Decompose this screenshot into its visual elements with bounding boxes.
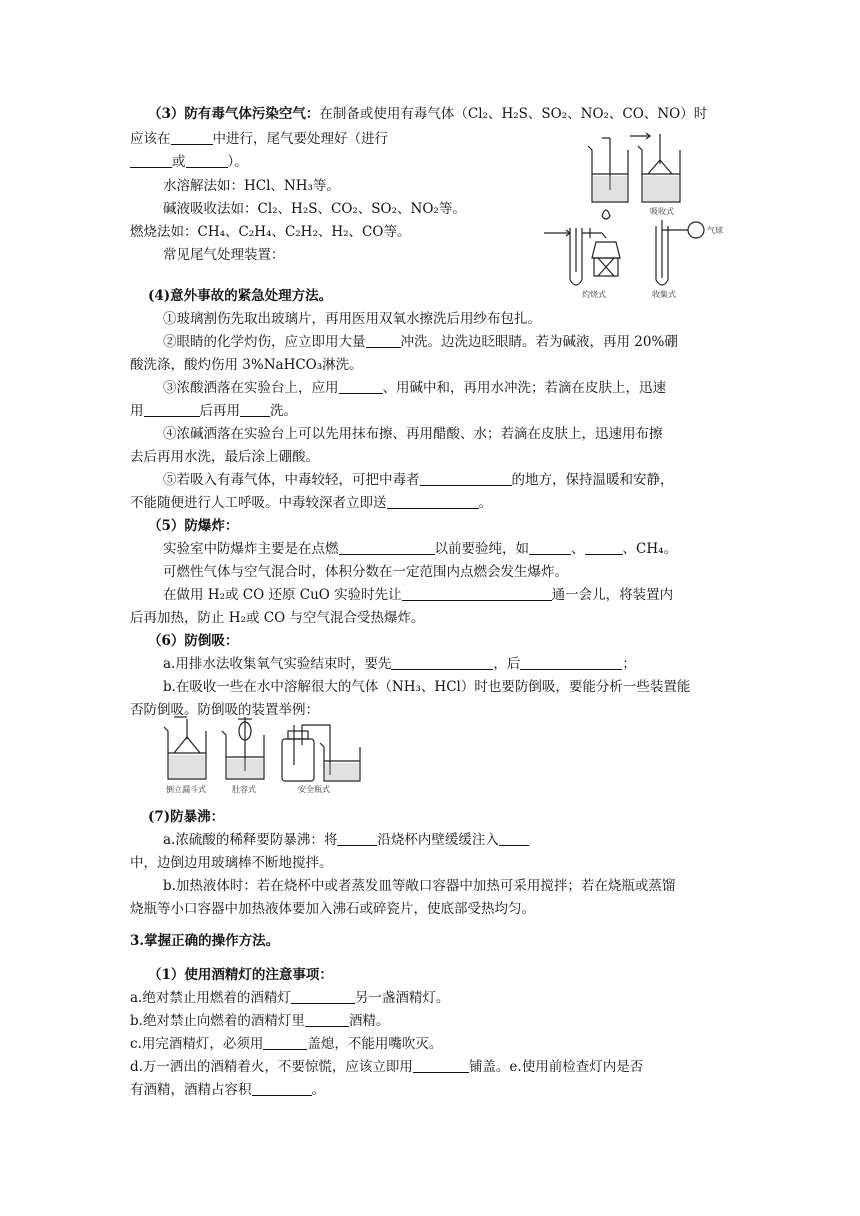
blank xyxy=(130,153,172,168)
s4-p2-line1: ②眼睛的化学灼伤，应立即用大量 冲洗。边洗边眨眼睛。若为碱液，再用 20%硼 xyxy=(163,334,678,350)
s6-pb-line1: b.在吸收一些在水中溶解很大的气体（NH₃、HCl）时也要防倒吸，要能分析一些装置能 xyxy=(163,679,691,695)
blank xyxy=(520,655,622,670)
caption-balloon: 气球 xyxy=(707,226,723,235)
blank xyxy=(305,1012,349,1027)
blank xyxy=(391,655,493,670)
lamp-rule-b: b.绝对禁止向燃着的酒精灯里 酒精。 xyxy=(130,1013,390,1029)
blank xyxy=(366,333,401,348)
burn-method: 燃烧法如：CH₄、C₂H₄、C₂H₂、H₂、CO等。 xyxy=(130,224,411,240)
s6-pa: a.用排水法收集氧气实验结束时，要先 ，后 ； xyxy=(163,656,636,672)
blank xyxy=(337,831,377,846)
blank xyxy=(387,494,479,509)
common-devices-label: 常见尾气处理装置： xyxy=(163,247,285,263)
blank xyxy=(144,402,200,417)
section-3-line-2: 应该在 中进行，尾气要处理好（进行 xyxy=(130,131,388,147)
s7-pa-line1: a.浓硫酸的稀释要防暴沸：将 沿烧杯内壁缓缓注入 xyxy=(163,830,529,850)
section-7-title: (7)防暴沸： xyxy=(148,809,225,825)
lamp-rule-a: a.绝对禁止用燃着的酒精灯 另一盏酒精灯。 xyxy=(130,990,450,1006)
blank xyxy=(420,471,512,486)
caption-safety-bottle: 安全瓶式 xyxy=(298,785,330,794)
water-method: 水溶解法如：HCl、NH₃等。 xyxy=(163,178,340,194)
blank xyxy=(529,540,571,555)
lamp-rule-e: 有酒精，酒精占容积 。 xyxy=(130,1082,325,1098)
section-operation-title: 3.掌握正确的操作方法。 xyxy=(130,933,280,949)
section-3-title: （3）防有毒气体污染空气： xyxy=(148,106,320,122)
s7-pb-line1: b.加热液体时：若在烧杯中或者蒸发皿等敞口容器中加热可采用搅拌；若在烧瓶或蒸馏 xyxy=(163,878,676,894)
lamp-rule-c: c.用完酒精灯，必须用 盖熄，不能用嘴吹灭。 xyxy=(130,1036,443,1052)
caption-burn: 灼烧式 xyxy=(582,290,606,299)
caption-bulb: 肚容式 xyxy=(232,785,256,794)
s7-pa-line2: 中，边倒边用玻璃棒不断地搅拌。 xyxy=(130,855,333,871)
blank xyxy=(499,831,529,846)
blank xyxy=(402,586,552,601)
blank xyxy=(263,1035,307,1050)
blank xyxy=(252,1081,312,1096)
caption-inverted-funnel: 倒立漏斗式 xyxy=(166,785,206,794)
s5-p2: 可燃性气体与空气混合时，体积分数在一定范围内点燃会发生爆炸。 xyxy=(163,564,568,580)
s5-p3-line2: 后再加热，防止 H₂或 CO 与空气混合受热爆炸。 xyxy=(130,610,425,626)
s6-pb-line2: 否防倒吸。防倒吸的装置举例： xyxy=(130,702,319,718)
s5-p1: 实验室中防爆炸主要是在点燃 以前要验纯，如 、 、CH₄。 xyxy=(163,541,678,557)
blank xyxy=(585,540,623,555)
s7-pb-line2: 烧瓶等小口容器中加热液体要加入沸石或碎瓷片，使底部受热均匀。 xyxy=(130,901,535,917)
s4-p5-line1: ⑤若吸入有毒气体，中毒较轻，可把中毒者 的地方，保持温暖和安静， xyxy=(163,472,674,488)
blank xyxy=(291,989,355,1004)
section-4-title: (4)意外事故的紧急处理方法。 xyxy=(148,288,333,304)
blank xyxy=(339,379,383,394)
s4-p2-line2: 酸洗涤，酸灼伤用 3%NaHCO₃淋洗。 xyxy=(130,357,363,373)
caption-collect: 收集式 xyxy=(652,290,676,299)
section-3-line-1: （3）防有毒气体污染空气：在制备或使用有毒气体（Cl₂、H₂S、SO₂、NO₂、CO、NO）时 xyxy=(148,106,708,122)
anti-suckback-figure xyxy=(160,715,365,795)
s4-p3-line1: ③浓酸洒落在实验台上，应用 、用碱中和，再用水冲洗；若滴在皮肤上，迅速 xyxy=(163,380,666,396)
alcohol-lamp-subtitle: （1）使用酒精灯的注意事项： xyxy=(148,967,333,983)
s5-p3-line1: 在做用 H₂或 CO 还原 CuO 实验时先让 通一会儿，将装置内 xyxy=(163,587,674,603)
section-5-title: （5）防爆炸： xyxy=(148,518,239,534)
s4-p5-line2: 不能随便进行人工呼吸。中毒较深者立即送 。 xyxy=(130,495,492,511)
blank xyxy=(186,153,228,168)
blank xyxy=(240,402,270,417)
lamp-rule-d: d.万一洒出的酒精着火，不要惊慌，应该立即用 铺盖。e.使用前检查灯内是否 xyxy=(130,1059,644,1075)
s4-p4-line1: ④浓碱洒落在实验台上可以先用抹布擦、再用醋酸、水；若滴在皮肤上，迅速用布擦 xyxy=(163,426,663,442)
section-6-title: （6）防倒吸： xyxy=(148,633,239,649)
blank xyxy=(171,130,213,145)
section-3-line-3: 或 ）。 xyxy=(130,152,248,172)
s4-p3-line2: 用 后再用 洗。 xyxy=(130,403,297,419)
blank xyxy=(339,540,435,555)
tail-gas-apparatus-figure xyxy=(540,130,740,302)
s4-p4-line2: 去后再用水洗，最后涂上硼酸。 xyxy=(130,449,319,465)
alkali-method: 碱液吸收法如：Cl₂、H₂S、CO₂、SO₂、NO₂等。 xyxy=(163,201,466,217)
caption-absorb: 吸收式 xyxy=(650,207,674,216)
blank xyxy=(413,1058,469,1073)
s4-p1: ①玻璃割伤先取出玻璃片，再用医用双氧水擦洗后用纱布包扎。 xyxy=(163,311,541,327)
